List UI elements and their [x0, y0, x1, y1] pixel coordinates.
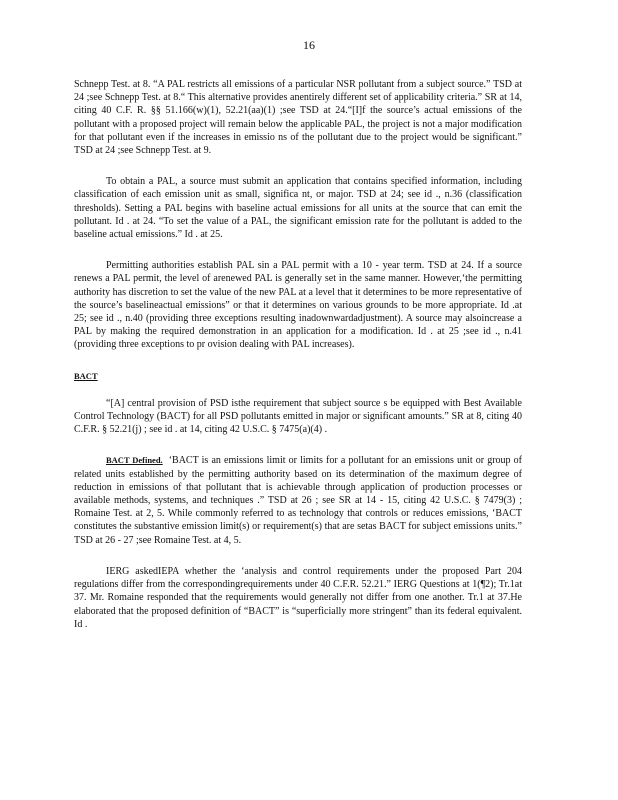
subheading-bact-defined: BACT Defined. [106, 455, 163, 466]
document-body [74, 78, 522, 649]
page-number: 16 [303, 38, 315, 52]
paragraph-ierg-question: IERG askedIEPA whether the ‘analysis and control requirements under the proposed Part 204 regulations differ from the correspondingrequirements under 40 C.F.R. 52.21.” IERG Questions at 1(¶2); Tr.1at 37. Mr. Romaine responded that the requirements would generally not differ from one another. Tr.1 at 37.He elaborated that the proposed definition of “BACT” is “superficially more stringent” than its federal equivalent. Id . [74, 565, 522, 630]
paragraph-pal-permits: Permitting authorities establish PAL sin a PAL permit with a 10 - year term. TSD at 24. If a source renews a PAL permit, the level of arenewed PAL is generally set in the same manner. However,‘the permitting authority has discretion to set the value of the new PAL at a level that it determines to be more representative of the source’s baselineactual emissions” or that it determines on various grounds to be more appropriate. Id .at 25; see id ., n.40 (providing three exceptions resulting inadownwardadjustment). A source may alsoincrease a PAL by making the required demonstration in an application for a modification. Id . at 25 ;see id ., n.41 (providing three exceptions to pr ovision dealing with PAL increases). [74, 260, 522, 351]
section-heading-bact: BACT [74, 370, 98, 381]
paragraph-bact-defined [74, 454, 522, 546]
paragraph-pal-definition: Schnepp Test. at 8. “A PAL restricts all emissions of a particular NSR pollutant from a subject source.” TSD at 24 ;see Schnepp Test. at 8.“ This alternative provides anentirely different set of applicability criteria.” SR at 14, citing 40 C.F. R. §§ 51.166(w)(1), 52.21(aa)(1) ;see TSD at 24.“[I]f the source’s actual emissions of the pollutant with a proposed project will remain below the applicable PAL, the project is not a major modification for that pollutant even if the increases in emissio ns of the pollutant due to the project would be significant.” TSD at 24 ;see Schnepp Test. at 9. [74, 79, 522, 157]
paragraph-obtain-pal: To obtain a PAL, a source must submit an application that contains specified information, including classification of each emission unit as small, significa nt, or major. TSD at 24; see id ., n.36 (classification thresholds). Setting a PAL begins with baseline actual emissions for all units at the source that can emit the pollutant. Id . at 24. “To set the value of a PAL, the significant emission rate for the pollutant is added to the baseline actual emissions.” Id . at 25. [74, 176, 522, 241]
paragraph-bact-provision: “[A] central provision of PSD isthe requirement that subject source s be equipped with Best Available Control Technology (BACT) for all PSD pollutants emitted in major or significant amounts.” SR at 8, citing 40 C.F.R. § 52.21(j) ; see id . at 14, citing 42 U.S.C. § 7475(a)(4) . [74, 397, 522, 436]
paragraph-bact-defined-text: ‘BACT is an emissions limit or limits for a pollutant for an emissions unit or group of related units established by the permitting authority based on its determination of the maximum degree of reduction in emissions of that pollutant that is achievable through application of production processes or available methods, systems, and techniques .” TSD at 26 ; see SR at 14 - 15, citing 42 U.S.C. § 7479(3) ; Romaine Test. at 2, 5. While commonly referred to as technology that controls or reduces emissions, ‘BACT constitutes the substantive emission limit(s) or requirement(s) that are setas BACT for subject emissions units.” TSD at 26 - 27 ;see Romaine Test. at 4, 5. [74, 455, 523, 546]
